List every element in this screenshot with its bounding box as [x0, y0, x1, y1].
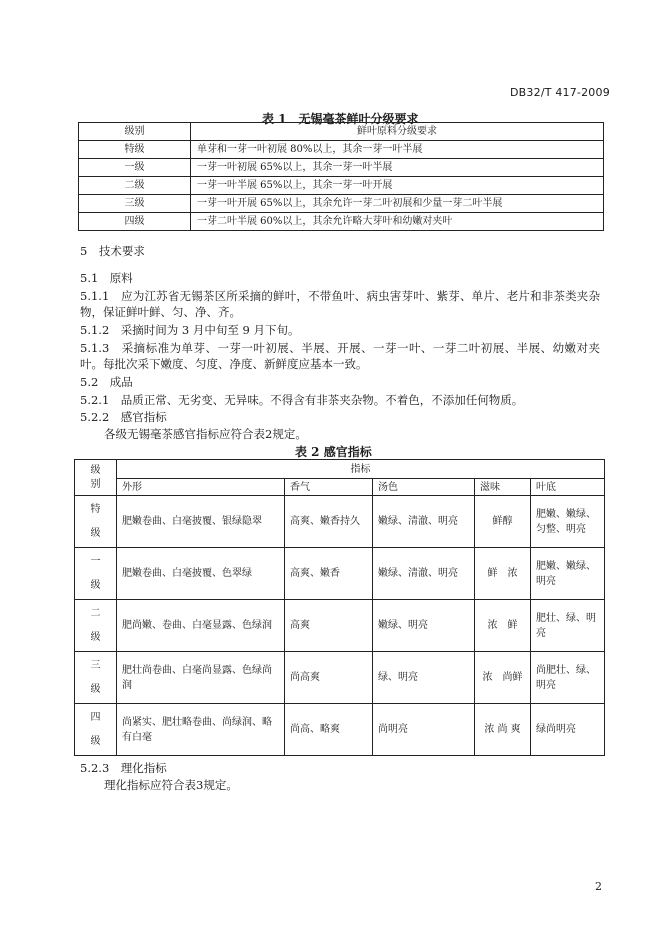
waixing-cell: 尚紧实、肥壮略卷曲、尚绿润、略有白毫	[117, 704, 285, 756]
level-cell	[75, 496, 117, 548]
yedi-cell: 肥嫩、嫩绿、匀整、明亮	[531, 496, 605, 548]
ziwei-cell: 浓 尚鲜	[475, 652, 531, 704]
yedi-cell: 尚肥壮、绿、明亮	[531, 652, 605, 704]
level-char: 级	[90, 527, 101, 539]
table1-fresh-leaf-grading	[78, 122, 604, 231]
table-row	[79, 159, 604, 177]
level-header-char: 别	[90, 478, 101, 490]
table-header-row	[75, 460, 605, 479]
section-5-2-heading: 5.2 成品	[80, 375, 133, 389]
xiangqi-cell: 尚高、略爽	[285, 704, 373, 756]
column-header-ziwei: 滋味	[475, 479, 531, 496]
ziwei-cell: 鲜醇	[475, 496, 531, 548]
ziwei-cell: 浓 鲜	[475, 600, 531, 652]
table2-sensory-indicators	[74, 459, 605, 756]
table-header-cell: 鲜叶原料分级要求	[191, 123, 604, 141]
clause-5-2-1: 5.2.1 品质正常、无劣变、无异味。不得含有非茶夹杂物。不着色，不添加任何物质。	[80, 393, 524, 407]
xiangqi-cell: 尚高爽	[285, 652, 373, 704]
grade-cell: 三级	[79, 195, 191, 213]
table-header-row	[79, 123, 604, 141]
clause-5-1-1: 5.1.1 应为江苏省无锡茶区所采摘的鲜叶，不带鱼叶、病虫害芽叶、紫芽、单片、老片和非茶类夹杂物，保证鲜叶鲜、匀、净、齐。	[80, 289, 600, 319]
waixing-cell: 肥尚嫩、卷曲、白毫显露、色绿润	[117, 600, 285, 652]
table-row	[79, 213, 604, 231]
clause-5-1-3: 5.1.3 采摘标准为单芽、一芽一叶初展、半展、开展、一芽一叶、一芽二叶初展、半展、幼嫩对夹叶。每批次采下嫩度、匀度、净度、新鲜度应基本一致。	[80, 341, 600, 371]
table-row	[75, 652, 605, 704]
waixing-cell: 肥嫩卷曲、白毫披覆、银绿隐翠	[117, 496, 285, 548]
tangse-cell: 绿、明亮	[373, 652, 475, 704]
table-row	[79, 141, 604, 159]
level-cell	[75, 652, 117, 704]
level-header-char: 级	[90, 464, 101, 476]
clause-5-1-2: 5.1.2 采摘时间为 3 月中旬至 9 月下旬。	[80, 323, 300, 337]
tangse-cell: 尚明亮	[373, 704, 475, 756]
tangse-cell: 嫩绿、明亮	[373, 600, 475, 652]
table-row	[75, 600, 605, 652]
doc-number: DB32/T 417-2009	[510, 86, 610, 99]
clause-5-2-3-heading: 5.2.3 理化指标	[80, 761, 167, 775]
page-number: 2	[595, 880, 602, 893]
level-char: 一	[90, 555, 101, 567]
index-header-cell: 指标	[117, 460, 605, 479]
level-header-cell	[75, 460, 117, 496]
grade-cell: 一级	[79, 159, 191, 177]
level-cell	[75, 548, 117, 600]
level-cell	[75, 600, 117, 652]
level-char: 级	[90, 683, 101, 695]
tangse-cell: 嫩绿、清澈、明亮	[373, 496, 475, 548]
requirement-cell: 一芽一叶初展 65%以上，其余一芽一叶半展	[191, 159, 604, 177]
requirement-cell: 单芽和一芽一叶初展 80%以上，其余一芽一叶半展	[191, 141, 604, 159]
table-subheader-row	[75, 479, 605, 496]
table-row	[75, 548, 605, 600]
level-char: 特	[90, 503, 101, 515]
ziwei-cell: 鲜 浓	[475, 548, 531, 600]
column-header-waixing: 外形	[117, 479, 285, 496]
xiangqi-cell: 高爽、嫩香	[285, 548, 373, 600]
grade-cell: 四级	[79, 213, 191, 231]
level-char: 二	[90, 607, 101, 619]
waixing-cell: 肥壮尚卷曲、白毫尚显露、色绿尚润	[117, 652, 285, 704]
column-header-yedi: 叶底	[531, 479, 605, 496]
yedi-cell: 绿尚明亮	[531, 704, 605, 756]
level-char: 四	[90, 711, 101, 723]
section-5-1-heading: 5.1 原料	[80, 271, 133, 285]
ziwei-cell: 浓 尚 爽	[475, 704, 531, 756]
xiangqi-cell: 高爽	[285, 600, 373, 652]
column-header-xiangqi: 香气	[285, 479, 373, 496]
tangse-cell: 嫩绿、清澈、明亮	[373, 548, 475, 600]
clause-5-2-2-heading: 5.2.2 感官指标	[80, 410, 167, 424]
column-header-tangse: 汤色	[373, 479, 475, 496]
level-char: 三	[90, 659, 101, 671]
level-cell	[75, 704, 117, 756]
section-5-heading: 5 技术要求	[80, 244, 145, 258]
xiangqi-cell: 高爽、嫩香持久	[285, 496, 373, 548]
grade-cell: 二级	[79, 177, 191, 195]
requirement-cell: 一芽一叶半展 65%以上，其余一芽一叶开展	[191, 177, 604, 195]
table1-caption: 表 1 无锡毫茶鲜叶分级要求	[262, 112, 419, 126]
level-char: 级	[90, 579, 101, 591]
waixing-cell: 肥嫩卷曲、白毫披覆、色翠绿	[117, 548, 285, 600]
table2-caption: 表 2 感官指标	[295, 445, 372, 459]
yedi-cell: 肥壮、绿、明亮	[531, 600, 605, 652]
table-header-cell: 级别	[79, 123, 191, 141]
requirement-cell: 一芽二叶半展 60%以上，其余允许略大芽叶和幼嫩对夹叶	[191, 213, 604, 231]
requirement-cell: 一芽一叶开展 65%以上，其余允许一芽二叶初展和少量一芽二叶半展	[191, 195, 604, 213]
table-row	[75, 704, 605, 756]
level-char: 级	[90, 735, 101, 747]
table-row	[79, 195, 604, 213]
clause-5-2-3-text: 理化指标应符合表3规定。	[104, 778, 238, 792]
yedi-cell: 肥嫩、嫩绿、明亮	[531, 548, 605, 600]
clause-5-2-2-text: 各级无锡毫茶感官指标应符合表2规定。	[104, 427, 307, 441]
table-row	[79, 177, 604, 195]
level-char: 级	[90, 631, 101, 643]
grade-cell: 特级	[79, 141, 191, 159]
table-row	[75, 496, 605, 548]
